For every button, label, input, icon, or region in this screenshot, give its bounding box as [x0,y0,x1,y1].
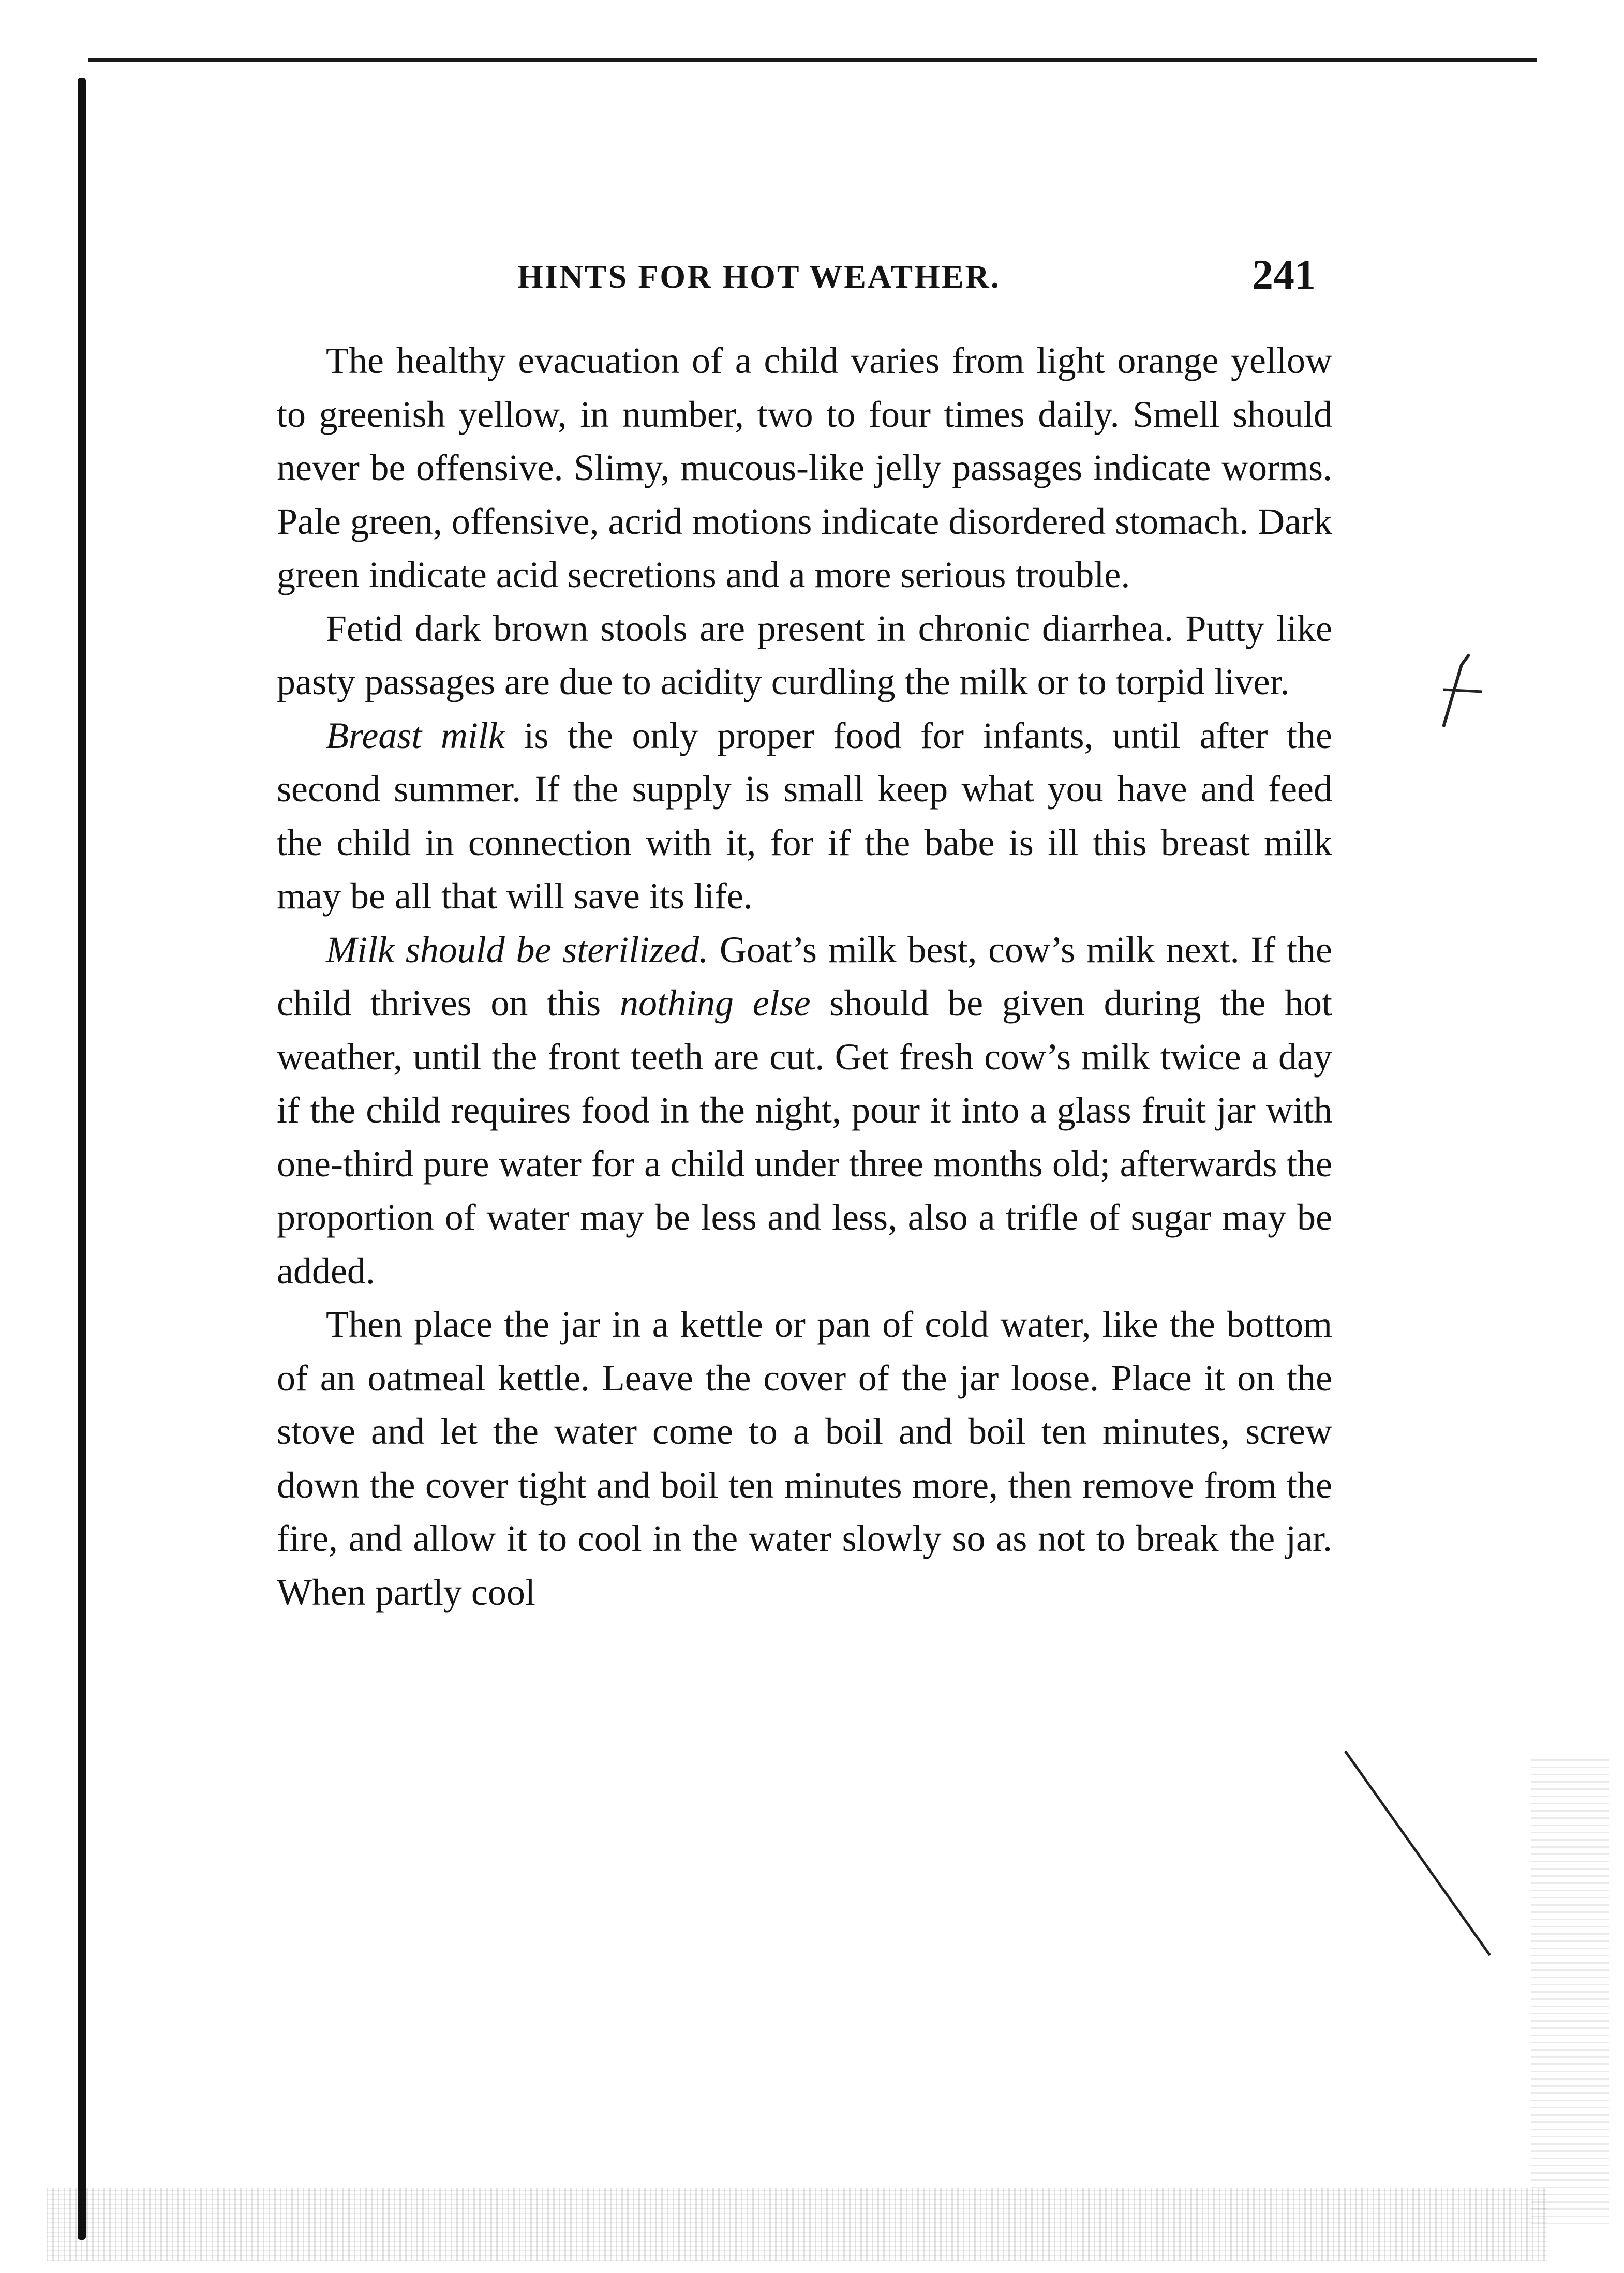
paragraph-3 [277,709,1332,923]
scan-bottom-noise [47,2188,1547,2261]
scan-top-rule [88,58,1537,62]
paragraph-5: Then place the jar in a kettle or pan of cold water, like the bottom of an oatmeal kettle. Leave the cover of the jar loose. Place it on the stove and let the water come to a boil and boil ten minutes, screw down the cover tight and boil ten minutes more, then remove from the fire, and allow it to cool in the water slowly so as not to break the jar. When partly cool [277,1304,1332,1613]
body-text [277,334,1332,1619]
scan-left-edge [78,78,86,2240]
pencil-tick-icon [1433,649,1495,732]
paragraph-4-text-after: should be given during the hot weather, until the front teeth are cut. Get fresh cow’s milk twice a day if the child requires food in the night, pour it into a glass fruit jar with one-third pure water for a child under three months old; afterwards the proportion of water may be less and less, also a trifle of sugar may be added. [277,982,1333,1292]
scan-right-noise [1531,1759,1609,2224]
paragraph-4-emphasis: nothing else [619,982,811,1024]
page-number: 241 [1252,251,1316,298]
paragraph-3-lead: Breast milk [326,714,505,756]
paragraph-3-text: is the only proper food for infants, until after the second summer. If the supply is small keep what you have and feed the child in connection with it, for if the babe is ill this breast milk may be all that will save its life. [277,714,1332,917]
paragraph-4-lead: Milk should be sterilized. [326,929,709,970]
running-head: HINTS FOR HOT WEATHER. [517,258,1001,295]
paragraph-2: Fetid dark brown stools are present in chronic diarrhea. Putty like pasty passages are due to acidity curdling the milk or to torpid liver. [277,607,1332,702]
paragraph-4-text-before: Goat’s milk best, cow’s milk next. If the child thrives on this [277,929,1332,1024]
paragraph-1: The healthy evacuation of a child varies from light orange yellow to greenish yellow, in number, two to four times daily. Smell should never be offensive. Slimy, mucous-like jelly passages indicate worms. Pale green, offensive, acrid motions indicate disordered stomach. Dark green indicate acid secretions and a more serious trouble. [277,340,1333,595]
pencil-margin-line-icon [1340,1748,1495,1966]
paragraph-4 [277,923,1332,1298]
